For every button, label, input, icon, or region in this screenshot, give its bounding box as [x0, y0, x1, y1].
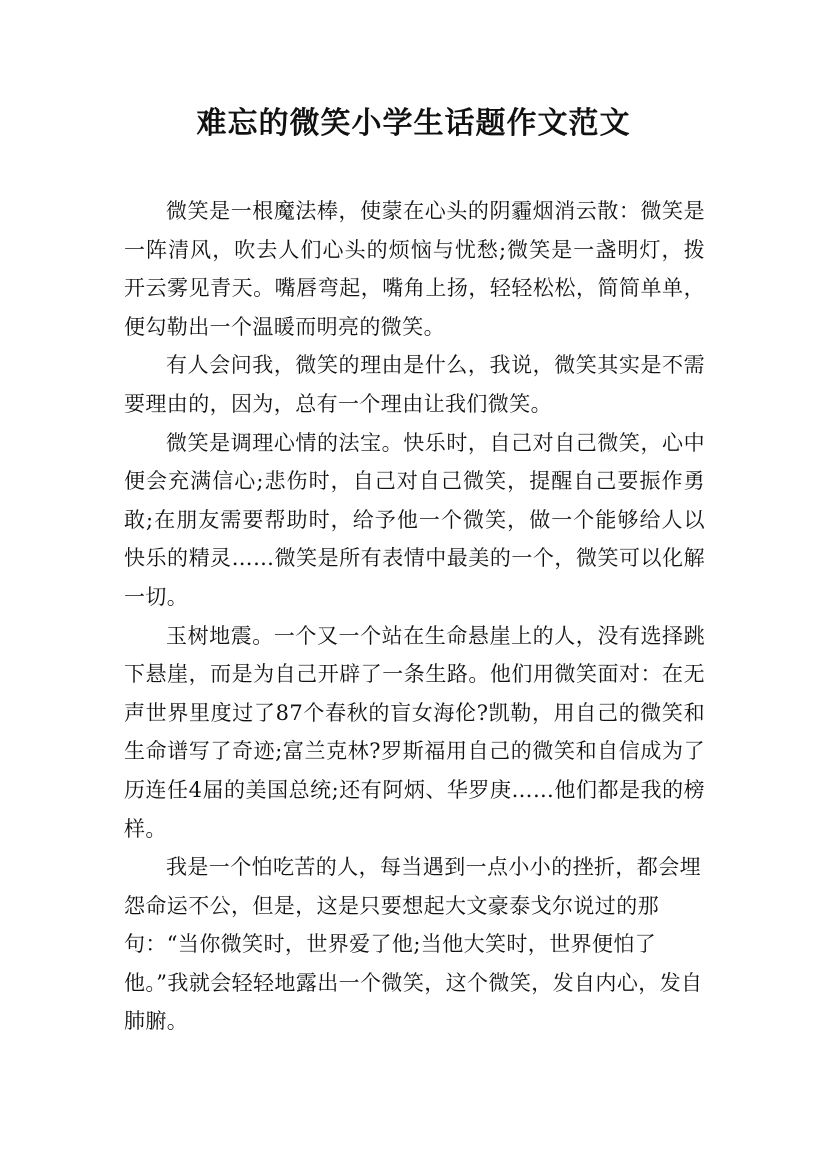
- paragraph: 微笑是调理心情的法宝。快乐时，自己对自己微笑，心中便会充满信心;悲伤时，自己对自己微笑，提醒自己要振作勇敢;在朋友需要帮助时，给予他一个微笑，做一个能够给人以快乐的精灵……微笑是所有表情中最美的一个，微笑可以化解一切。: [124, 430, 705, 609]
- paragraph: 有人会问我，微笑的理由是什么，我说，微笑其实是不需要理由的，因为，总有一个理由让我们微笑。: [124, 353, 705, 416]
- document-title: 难忘的微笑小学生话题作文范文: [196, 106, 631, 141]
- paragraph: 我是一个怕吃苦的人，每当遇到一点小小的挫折，都会埋怨命运不公，但是，这是只要想起大文豪泰戈尔说过的那句：“当你微笑时，世界爱了他;当他大笑时，世界便怕了他。”我就会轻轻地露出一个微笑，这个微笑，发自内心，发自肺腑。: [124, 855, 703, 1034]
- paragraph: 玉树地震。一个又一个站在生命悬崖上的人，没有选择跳下悬崖，而是为自己开辟了一条生路。他们用微笑面对：在无声世界里度过了87个春秋的盲女海伦?凯勒，用自己的微笑和生命谱写了奇迹;富兰克林?罗斯福用自己的微笑和自信成为了历连任4届的美国总统;还有阿炳、华罗庚……他们都是我的榜样。: [124, 623, 705, 841]
- paragraph: 微笑是一根魔法棒，使蒙在心头的阴霾烟消云散：微笑是一阵清风，吹去人们心头的烦恼与忧愁;微笑是一盏明灯，拨开云雾见青天。嘴唇弯起，嘴角上扬，轻轻松松，简简单单，便勾勒出一个温暖而明亮的微笑。: [124, 199, 705, 339]
- document-body: [124, 192, 705, 1041]
